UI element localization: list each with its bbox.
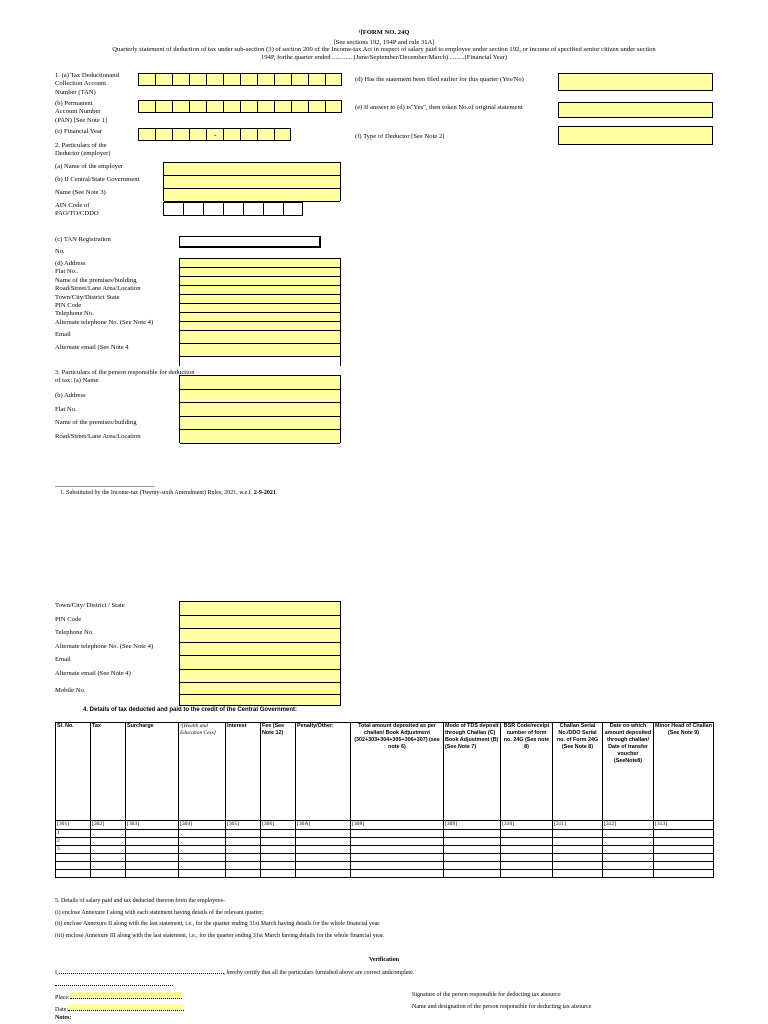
table-cell[interactable] (226, 862, 261, 870)
tan-box[interactable] (240, 73, 257, 86)
table-cell[interactable] (553, 838, 603, 846)
table-cell[interactable] (351, 862, 444, 870)
financial-year-boxes[interactable] (138, 128, 291, 141)
part3-heading (55, 369, 195, 386)
resp-flat-label: Flat No. (55, 405, 77, 413)
table-cell[interactable] (603, 846, 654, 854)
table-cell[interactable] (56, 854, 91, 862)
pin-label: PIN Code (55, 302, 82, 310)
col-penalty: Penalty/Other: (296, 723, 351, 821)
date-row (55, 1004, 184, 1015)
code-cell: [313] (654, 821, 714, 830)
tan-box[interactable] (206, 73, 223, 86)
table-cell[interactable] (501, 838, 553, 846)
ain-box[interactable] (243, 202, 263, 216)
pan-box[interactable] (155, 100, 172, 113)
ain-label-line2: PAO/TO/CDDO (55, 210, 99, 218)
form-description-line1: Quarterly statement of deduction of tax under sub-section (3) of section 200 of the Income-tax Act in respect of salary paid to employee under section 192, or income of specified senior citizen under section (112, 46, 656, 53)
pan-box[interactable] (240, 100, 257, 113)
responsible-fields-top[interactable] (179, 375, 341, 443)
responsible-fields-bottom[interactable] (179, 601, 341, 706)
tan-label (55, 72, 140, 97)
tan-input-boxes[interactable] (138, 73, 342, 86)
code-cell: [312] (603, 821, 654, 830)
tds-deposit-table (55, 722, 714, 878)
pan-label-line3: (PAN) [See Note 1] (55, 116, 107, 124)
table-cell[interactable] (179, 830, 226, 838)
table-cell[interactable] (179, 846, 226, 854)
code-cell: [308] (351, 821, 444, 830)
token-number-input[interactable] (558, 102, 713, 118)
table-cell[interactable] (296, 846, 351, 854)
table-cell[interactable] (501, 854, 553, 862)
table-cell[interactable] (553, 870, 603, 878)
col-surcharge: Surcharge (126, 723, 179, 821)
code-cell: [305] (226, 821, 261, 830)
code-cell: [302] (91, 821, 126, 830)
table-cell[interactable] (296, 862, 351, 870)
part2-heading-line2: Deductor (employer) (55, 150, 111, 158)
name-note-label: Name (See Note 3) (55, 189, 106, 196)
pan-box[interactable] (223, 100, 240, 113)
col-mode: Mode of TDS deposit through Challan (C) Book Adjustment (B) (See Note 7) (444, 723, 501, 821)
pan-label-line1: (b) Permanent (55, 100, 93, 107)
form-title: ¹[FORM NO. 24Q (358, 29, 410, 36)
col-sl-no: Sl. No. (56, 723, 91, 821)
code-cell: [301] (56, 821, 91, 830)
table-cell[interactable] (126, 838, 179, 846)
premises-label: Name of the premises/building (55, 276, 137, 284)
road-input[interactable] (180, 286, 340, 295)
table-cell[interactable] (56, 870, 91, 878)
address-label: (d) Address (55, 260, 86, 267)
resp-pin-input[interactable] (180, 616, 340, 630)
address-input[interactable] (180, 259, 340, 268)
table-cell[interactable] (444, 870, 501, 878)
part5-line: (ii) enclose Annexure II along with the last statement, i.e., for the quarter ending 31st March having details for the whole financial year. (55, 921, 381, 927)
table-cell[interactable] (126, 846, 179, 854)
resp-email-input[interactable] (180, 656, 340, 670)
ain-box[interactable] (263, 202, 283, 216)
flat-input[interactable] (180, 268, 340, 277)
responsible-address-labels (55, 392, 141, 446)
tan-reg-line1: (c) TAN Registration (55, 236, 111, 243)
table-cell[interactable] (179, 838, 226, 846)
tan-box[interactable] (291, 73, 308, 86)
notes-label: Notes: (55, 1015, 72, 1021)
tan-box[interactable] (138, 73, 155, 86)
col-cess: ²[Health and Education Cess] (179, 723, 226, 821)
table-cell[interactable] (553, 854, 603, 862)
table-row[interactable] (56, 838, 714, 846)
resp-telephone-input[interactable] (180, 629, 340, 643)
fy-box[interactable] (274, 128, 291, 141)
signature-label: Signature of the person responsible for deducting tax atsource (412, 992, 561, 998)
fy-box[interactable] (172, 128, 189, 141)
col-challan-serial: Challan Serial No./DDO Serial no. of Form 24G (See Note 8) (553, 723, 603, 821)
table-cell[interactable] (296, 838, 351, 846)
resp-address-label: (b) Address (55, 392, 86, 399)
alt-email-label: Alternate email (See Note 4 (55, 343, 129, 351)
table-cell[interactable] (351, 846, 444, 854)
table-cell[interactable] (261, 846, 296, 854)
ain-code-boxes[interactable] (163, 202, 303, 216)
table-cell[interactable] (56, 862, 91, 870)
table-cell[interactable] (296, 830, 351, 838)
resp-pin-label: PIN Code (55, 615, 82, 623)
pan-box[interactable] (138, 100, 155, 113)
form-description-line2: 194P, forthe quarter ended ............ (June/September/December/March) .........(Financial Year) (260, 54, 508, 62)
table-cell[interactable] (261, 862, 296, 870)
table-row[interactable] (56, 854, 714, 862)
col-date: Date on which amount deposited through challan/ Date of transfer voucher (SeeNote8) (603, 723, 654, 821)
footnote-date: 2-9-2021 (253, 490, 276, 496)
table-cell[interactable] (91, 862, 126, 870)
name-designation-label: Name and designation of the person responsible for deducting tax atsource (412, 1004, 592, 1010)
tan-box[interactable] (257, 73, 274, 86)
table-cell[interactable] (261, 830, 296, 838)
code-cell: [309] (444, 821, 501, 830)
deductor-address-labels (55, 260, 180, 352)
footnote-text: 1. Substituted by the Income-tax (Twenty-sixth Amendment) Rules, 2021, w.e.f. (60, 490, 254, 496)
fy-box[interactable] (223, 128, 240, 141)
fy-box[interactable] (155, 128, 172, 141)
tan-reg-line2: No. (55, 248, 65, 256)
pan-box[interactable] (274, 100, 291, 113)
table-header-row (56, 723, 714, 821)
resp-premises-input[interactable] (180, 417, 340, 431)
pan-box[interactable] (325, 100, 342, 113)
alt-telephone-input[interactable] (180, 322, 340, 331)
form-sections: [See sections 192, 194P and rule 31A] (333, 39, 435, 46)
part5-line: 5. Details of salary paid and tax deducted thereon from the employees- (55, 898, 225, 904)
deductor-address-fields[interactable] (179, 258, 341, 366)
resp-email-label: Email (55, 656, 71, 663)
table-cell[interactable] (603, 862, 654, 870)
table-cell[interactable] (91, 870, 126, 878)
employer-name-fields[interactable] (163, 162, 341, 201)
date-input[interactable] (68, 1004, 184, 1011)
table-cell[interactable] (444, 846, 501, 854)
resp-mobile-input[interactable] (180, 683, 340, 695)
footnote-rule (55, 486, 155, 487)
resp-alt-email-label: Alternate email (See Note 4) (55, 669, 131, 677)
code-cell: [30A] (296, 821, 351, 830)
place-label: Place: (55, 995, 70, 1001)
resp-premises-label: Name of the premises/building (55, 419, 137, 426)
code-cell: [304] (179, 821, 226, 830)
verification-text: , hereby certify that all the particulars furnished above are correct andcomplete. (223, 970, 415, 976)
alt-telephone-label: Alternate telephone No. (See Note 4) (55, 318, 154, 326)
table-cell[interactable] (603, 854, 654, 862)
govt-name-input-2[interactable] (164, 189, 340, 202)
table-cell[interactable] (654, 830, 714, 838)
resp-road-input[interactable] (180, 430, 340, 444)
tan-box[interactable] (274, 73, 291, 86)
row-number: 3 (56, 846, 91, 854)
deductor-type-input[interactable] (558, 126, 713, 145)
table-cell[interactable] (261, 870, 296, 878)
table-cell[interactable] (179, 862, 226, 870)
pan-box[interactable] (291, 100, 308, 113)
table-cell[interactable] (179, 870, 226, 878)
resp-telephone-label: Telephone No. (55, 629, 94, 636)
verification-statement (55, 970, 414, 978)
ain-label-line1: AIN Code of (55, 202, 90, 209)
col-bsr: BSR Code/receipt number of form no. 24G (See note 8) (501, 723, 553, 821)
table-cell[interactable] (226, 838, 261, 846)
resp-alt-telephone-input[interactable] (180, 643, 340, 657)
place-input[interactable] (70, 992, 182, 999)
table-cell[interactable] (501, 846, 553, 854)
table-cell[interactable] (126, 862, 179, 870)
ain-box[interactable] (183, 202, 203, 216)
tan-label-line3: Number (TAN) (55, 88, 96, 96)
row-number: 1 (56, 830, 91, 838)
fy-box[interactable] (240, 128, 257, 141)
table-cell[interactable] (603, 830, 654, 838)
tan-box[interactable] (155, 73, 172, 86)
tan-box[interactable] (189, 73, 206, 86)
table-cell[interactable] (226, 830, 261, 838)
table-cell[interactable] (654, 838, 714, 846)
tan-box[interactable] (308, 73, 325, 86)
town-label: Town/City/District State (55, 293, 120, 301)
table-row[interactable] (56, 830, 714, 838)
fy-box[interactable]: - (206, 128, 223, 141)
tan-box[interactable] (172, 73, 189, 86)
ain-box[interactable] (283, 202, 303, 216)
premises-input[interactable] (180, 277, 340, 286)
resp-flat-input[interactable] (180, 403, 340, 417)
footnote-end: . (275, 490, 278, 496)
pan-box[interactable] (308, 100, 325, 113)
table-cell[interactable] (501, 862, 553, 870)
pan-input-boxes[interactable] (138, 100, 342, 113)
table-cell[interactable] (553, 830, 603, 838)
govt-name-input[interactable] (164, 176, 340, 189)
token-number-label: (e) If answer to (d) is"Yes", then token No.of original statement (355, 104, 523, 111)
part3-heading-line2: of tax: (a) Name (55, 377, 99, 385)
resp-town-label: Town/City/ District / State (55, 602, 125, 609)
col-interest: Interest (226, 723, 261, 821)
email-label: Email (55, 331, 71, 339)
table-cell[interactable] (553, 846, 603, 854)
table-cell[interactable] (444, 854, 501, 862)
resp-name-input[interactable] (180, 376, 340, 390)
table-cell[interactable] (654, 854, 714, 862)
ain-box[interactable] (163, 202, 183, 216)
ain-box[interactable] (223, 202, 243, 216)
part5-line: (i) enclose Annexure I along with each statement having details of the relevant quarter; (55, 909, 264, 916)
table-cell[interactable] (654, 846, 714, 854)
employer-name-label: (a) Name of the employer (55, 163, 124, 170)
pin-input[interactable] (180, 304, 340, 313)
ain-box[interactable] (203, 202, 223, 216)
fy-box[interactable] (138, 128, 155, 141)
col-total: Total amount deposited as per challan/ Book Adjustment (302+303+304+305+306+307) (see note 6) (351, 723, 444, 821)
form-description (60, 46, 708, 63)
fy-box[interactable] (189, 128, 206, 141)
pan-box[interactable] (257, 100, 274, 113)
resp-alt-telephone-label: Alternate telephone No. (See Note 4) (55, 642, 154, 650)
col-tax: Tax (91, 723, 126, 821)
table-cell[interactable] (444, 838, 501, 846)
resp-address-input[interactable] (180, 390, 340, 404)
flat-label: Flat No.. (55, 268, 79, 276)
road-label: Road/Street/Lane Area/Location (55, 285, 141, 293)
code-cell: [310] (501, 821, 553, 830)
code-cell: [311] (553, 821, 603, 830)
part3-heading-line1: 3. Particulars of the person responsible for deduction (55, 369, 195, 376)
table-cell[interactable] (351, 838, 444, 846)
part5-line: (iii) enclose Annexure III along with the last statement, i.e., for the quarter ending 31st March having details for the whole financial year. (55, 932, 385, 939)
table-row[interactable] (56, 862, 714, 870)
table-cell[interactable] (351, 854, 444, 862)
tan-registration-label (55, 236, 111, 257)
tan-label-line2: Collection Account (55, 80, 107, 88)
verification-i: I, (55, 970, 59, 976)
part5-section (55, 898, 384, 944)
govt-label: (b) If Central/State Government (55, 176, 140, 183)
resp-alt-email-input[interactable] (180, 670, 340, 684)
pan-box[interactable] (172, 100, 189, 113)
verification-dotted-line (55, 985, 173, 986)
financial-year-label: (c) Financial Year (55, 128, 103, 135)
table-cell[interactable] (296, 854, 351, 862)
table-cell[interactable] (179, 854, 226, 862)
table-cell[interactable] (603, 838, 654, 846)
row-number: 2 (56, 838, 91, 846)
date-label: Date: (55, 1007, 68, 1013)
email-input[interactable] (180, 331, 340, 344)
employer-name-input[interactable] (164, 163, 340, 176)
tan-label-line1: 1. (a) Tax Deductionand (55, 72, 119, 79)
filed-earlier-input[interactable] (558, 73, 713, 91)
table-cell[interactable] (226, 870, 261, 878)
telephone-label: Telephone No. (55, 310, 94, 318)
pan-label (55, 100, 140, 125)
tan-box[interactable] (223, 73, 240, 86)
table-cell[interactable] (91, 854, 126, 862)
resp-mobile-label: Mobile No. (55, 687, 86, 694)
telephone-input[interactable] (180, 313, 340, 322)
responsible-contact-labels (55, 602, 153, 701)
table-cell[interactable] (296, 870, 351, 878)
table-row[interactable] (56, 846, 714, 854)
part4-heading: 4. Details of tax deducted and paid to the credit of the Central Government: (83, 707, 298, 713)
pan-box[interactable] (206, 100, 223, 113)
table-cell[interactable] (553, 862, 603, 870)
resp-road-label: Road/Street/Lane Area/Location (55, 432, 141, 440)
tan-registration-input[interactable] (179, 236, 321, 248)
part2-heading (55, 142, 110, 159)
code-cell: [306] (261, 821, 296, 830)
table-cell[interactable] (226, 854, 261, 862)
place-row (55, 992, 182, 1003)
part2-heading-line1: 2. Particulars of the (55, 142, 107, 149)
fy-box[interactable] (257, 128, 274, 141)
pan-label-line2: Account Number (55, 108, 101, 116)
alt-email-input[interactable] (180, 344, 340, 357)
table-cell[interactable] (261, 854, 296, 862)
table-codes-row (56, 821, 714, 830)
verification-title: Verification (368, 957, 400, 963)
table-cell[interactable] (226, 846, 261, 854)
table-cell[interactable] (126, 870, 179, 878)
resp-extra-input[interactable] (180, 695, 340, 706)
table-cell[interactable] (603, 870, 654, 878)
tan-box[interactable] (325, 73, 342, 86)
col-minor-head: Minor Head of Challan (See Note 9) (654, 723, 714, 821)
deductor-type-label: (f) Type of Deductor [See Note 2] (355, 133, 445, 140)
table-cell[interactable] (91, 846, 126, 854)
footnote (60, 490, 277, 498)
pan-box[interactable] (189, 100, 206, 113)
table-cell[interactable] (126, 854, 179, 862)
resp-town-input[interactable] (180, 602, 340, 616)
table-cell[interactable] (351, 870, 444, 878)
col-fee: Fee (See Note 12) (261, 723, 296, 821)
table-cell[interactable] (654, 862, 714, 870)
table-cell[interactable] (444, 830, 501, 838)
town-input[interactable] (180, 295, 340, 304)
table-cell[interactable] (261, 838, 296, 846)
filed-earlier-label: (d) Has the statement been filed earlier for this quarter (Yes/No) (355, 76, 524, 83)
table-cell[interactable] (501, 870, 553, 878)
table-cell[interactable] (126, 830, 179, 838)
code-cell: [303] (126, 821, 179, 830)
table-cell[interactable] (351, 830, 444, 838)
table-row[interactable] (56, 870, 714, 878)
table-cell[interactable] (444, 862, 501, 870)
verifier-name-blank[interactable] (59, 973, 224, 974)
table-cell[interactable] (91, 830, 126, 838)
table-cell[interactable] (91, 838, 126, 846)
table-cell[interactable] (501, 830, 553, 838)
table-cell[interactable] (654, 870, 714, 878)
ain-label (55, 202, 99, 219)
